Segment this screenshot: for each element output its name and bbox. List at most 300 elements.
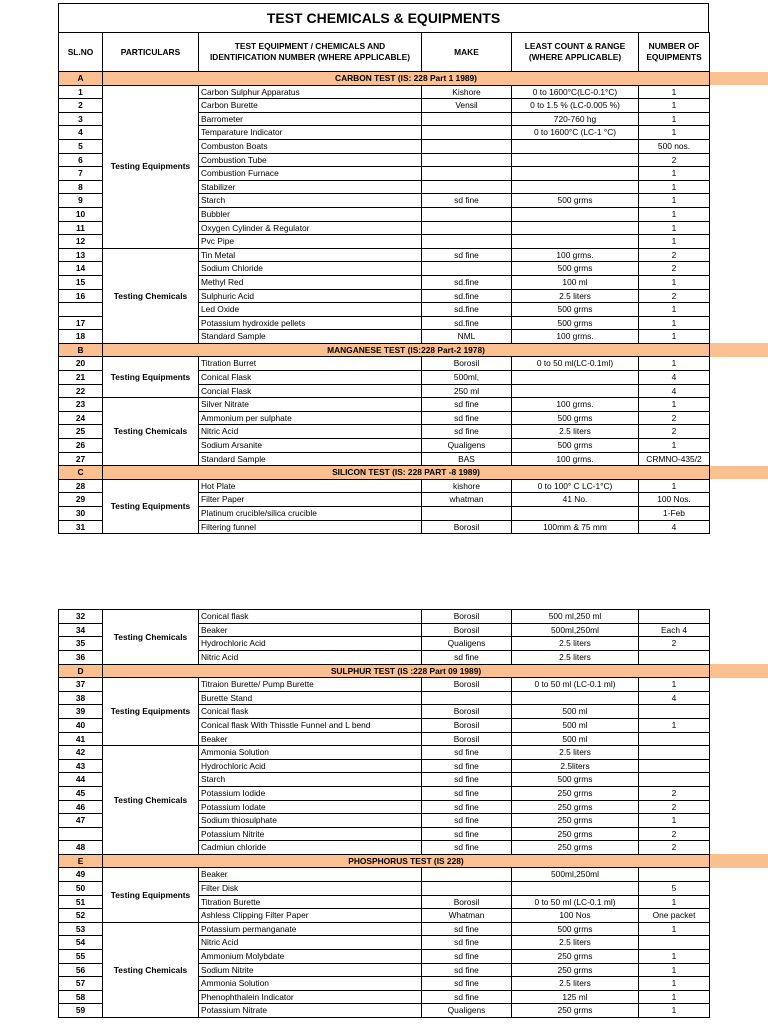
sl-no-cell: 43 bbox=[59, 759, 103, 773]
section-letter: C bbox=[59, 466, 103, 480]
section-tail bbox=[710, 343, 768, 357]
count-cell: 2 bbox=[639, 786, 710, 800]
section-letter: E bbox=[59, 854, 103, 868]
range-cell: 0 to 50 ml (LC-0.1 ml) bbox=[512, 895, 639, 909]
item-name-cell: Titraion Burette/ Pump Burette bbox=[199, 678, 422, 692]
particulars-cell: Testing Equipments bbox=[103, 357, 199, 398]
make-cell: sd fine bbox=[422, 977, 512, 991]
table-row bbox=[59, 357, 768, 371]
particulars-cell: Testing Chemicals bbox=[103, 610, 199, 664]
row-gap bbox=[710, 167, 768, 181]
section-letter: D bbox=[59, 664, 103, 678]
row-gap bbox=[710, 520, 768, 534]
range-cell bbox=[512, 167, 639, 181]
make-cell bbox=[422, 112, 512, 126]
range-cell: 250 grms bbox=[512, 1004, 639, 1018]
row-gap bbox=[710, 1004, 768, 1018]
section-title: CARBON TEST (IS: 228 Part 1 1989) bbox=[103, 72, 710, 86]
range-cell: 0 to 1600°C(LC-0.1°C) bbox=[512, 85, 639, 99]
row-gap bbox=[710, 827, 768, 841]
range-cell: 250 grms bbox=[512, 841, 639, 855]
row-gap bbox=[710, 262, 768, 276]
item-name-cell: Stabilizer bbox=[199, 180, 422, 194]
sl-no-cell: 32 bbox=[59, 610, 103, 624]
row-gap bbox=[710, 773, 768, 787]
make-cell: sd fine bbox=[422, 936, 512, 950]
item-name-cell: Conical flask bbox=[199, 610, 422, 624]
make-cell: sd fine bbox=[422, 746, 512, 760]
make-cell: sd fine bbox=[422, 814, 512, 828]
sl-no-cell: 59 bbox=[59, 1004, 103, 1018]
sl-no-cell: 28 bbox=[59, 479, 103, 493]
count-cell bbox=[639, 759, 710, 773]
make-cell bbox=[422, 882, 512, 896]
item-name-cell: Beaker bbox=[199, 732, 422, 746]
table-row bbox=[59, 678, 768, 692]
make-cell: Qualigens bbox=[422, 439, 512, 453]
item-name-cell: Silver Nitrate bbox=[199, 398, 422, 412]
sl-no-cell: 16 bbox=[59, 289, 103, 303]
sl-no-cell: 4 bbox=[59, 126, 103, 140]
make-cell: Vensil bbox=[422, 99, 512, 113]
count-cell: 2 bbox=[639, 289, 710, 303]
section-tail bbox=[710, 72, 768, 86]
range-cell: 100 grms. bbox=[512, 452, 639, 466]
count-cell: 1 bbox=[639, 922, 710, 936]
item-name-cell: Hydrochloric Acid bbox=[199, 759, 422, 773]
item-name-cell: Sodium Arsanite bbox=[199, 439, 422, 453]
sl-no-cell: 47 bbox=[59, 814, 103, 828]
make-cell: Borosil bbox=[422, 357, 512, 371]
sl-no-cell: 53 bbox=[59, 922, 103, 936]
row-gap bbox=[710, 425, 768, 439]
range-cell: 100 grms. bbox=[512, 248, 639, 262]
count-cell: 1 bbox=[639, 235, 710, 249]
chemicals-table-continued bbox=[58, 609, 768, 1018]
sl-no-cell: 51 bbox=[59, 895, 103, 909]
row-gap bbox=[710, 153, 768, 167]
item-name-cell: Standard Sample bbox=[199, 330, 422, 344]
row-gap bbox=[710, 207, 768, 221]
row-gap bbox=[710, 194, 768, 208]
header-count: NUMBER OF EQUIPMENTS bbox=[639, 33, 710, 72]
page-title: TEST CHEMICALS & EQUIPMENTS bbox=[58, 3, 709, 32]
make-cell: BAS bbox=[422, 452, 512, 466]
sl-no-cell: 10 bbox=[59, 207, 103, 221]
sl-no-cell: 12 bbox=[59, 235, 103, 249]
row-gap bbox=[710, 316, 768, 330]
item-name-cell: Titration Burret bbox=[199, 357, 422, 371]
count-cell: One packet bbox=[639, 909, 710, 923]
range-cell bbox=[512, 691, 639, 705]
make-cell: sd.fine bbox=[422, 289, 512, 303]
header-particulars: PARTICULARS bbox=[103, 33, 199, 72]
row-gap bbox=[710, 786, 768, 800]
range-cell: 100 grms. bbox=[512, 398, 639, 412]
make-cell bbox=[422, 235, 512, 249]
range-cell: 250 grms bbox=[512, 800, 639, 814]
item-name-cell: Combustion Furnace bbox=[199, 167, 422, 181]
range-cell: 720-760 hg bbox=[512, 112, 639, 126]
header-sl-no: SL.NO bbox=[59, 33, 103, 72]
item-name-cell: Sodium Chloride bbox=[199, 262, 422, 276]
row-gap bbox=[710, 507, 768, 521]
header-range: LEAST COUNT & RANGE (WHERE APPLICABLE) bbox=[512, 33, 639, 72]
sl-no-cell: 46 bbox=[59, 800, 103, 814]
table-header-row bbox=[59, 33, 768, 72]
count-cell: 1 bbox=[639, 678, 710, 692]
sl-no-cell: 5 bbox=[59, 139, 103, 153]
row-gap bbox=[710, 479, 768, 493]
row-gap bbox=[710, 922, 768, 936]
particulars-cell: Testing Chemicals bbox=[103, 746, 199, 855]
item-name-cell: Methyl Red bbox=[199, 275, 422, 289]
sl-no-cell: 42 bbox=[59, 746, 103, 760]
make-cell: sd fine bbox=[422, 786, 512, 800]
sl-no-cell: 7 bbox=[59, 167, 103, 181]
row-gap bbox=[710, 895, 768, 909]
item-name-cell: Bubbler bbox=[199, 207, 422, 221]
row-gap bbox=[710, 126, 768, 140]
count-cell: 1 bbox=[639, 180, 710, 194]
make-cell: sd.fine bbox=[422, 275, 512, 289]
table-row bbox=[59, 868, 768, 882]
count-cell: 2 bbox=[639, 248, 710, 262]
range-cell: 500ml,250ml bbox=[512, 623, 639, 637]
make-cell bbox=[422, 180, 512, 194]
make-cell bbox=[422, 691, 512, 705]
particulars-cell: Testing Equipments bbox=[103, 678, 199, 746]
section-title: MANGANESE TEST (IS:228 Part-2 1978) bbox=[103, 343, 710, 357]
row-gap bbox=[710, 439, 768, 453]
make-cell: Borosil bbox=[422, 520, 512, 534]
count-cell: 1 bbox=[639, 85, 710, 99]
row-gap bbox=[710, 493, 768, 507]
header-make: MAKE bbox=[422, 33, 512, 72]
sl-no-cell: 34 bbox=[59, 623, 103, 637]
count-cell: Each 4 bbox=[639, 623, 710, 637]
range-cell: 2.5liters bbox=[512, 759, 639, 773]
sl-no-cell: 3 bbox=[59, 112, 103, 126]
count-cell: 1 bbox=[639, 194, 710, 208]
item-name-cell: Sulphuric Acid bbox=[199, 289, 422, 303]
row-gap bbox=[710, 610, 768, 624]
sl-no-cell: 13 bbox=[59, 248, 103, 262]
make-cell: 250 ml bbox=[422, 384, 512, 398]
count-cell: 2 bbox=[639, 425, 710, 439]
make-cell bbox=[422, 153, 512, 167]
range-cell bbox=[512, 139, 639, 153]
item-name-cell: Hot Plate bbox=[199, 479, 422, 493]
sl-no-cell: 8 bbox=[59, 180, 103, 194]
count-cell: 1 bbox=[639, 895, 710, 909]
count-cell: 1-Feb bbox=[639, 507, 710, 521]
row-gap bbox=[710, 139, 768, 153]
make-cell: sd fine bbox=[422, 800, 512, 814]
item-name-cell: Starch bbox=[199, 773, 422, 787]
count-cell: CRMNO-435/2 bbox=[639, 452, 710, 466]
sl-no-cell: 31 bbox=[59, 520, 103, 534]
range-cell: 2.5 liters bbox=[512, 650, 639, 664]
range-cell: 500 grms bbox=[512, 316, 639, 330]
row-gap bbox=[710, 637, 768, 651]
sl-no-cell bbox=[59, 303, 103, 317]
item-name-cell: Sodium thiosulphate bbox=[199, 814, 422, 828]
item-name-cell: Burette Stand bbox=[199, 691, 422, 705]
sl-no-cell: 45 bbox=[59, 786, 103, 800]
count-cell: 100 Nos. bbox=[639, 493, 710, 507]
make-cell: Borosil bbox=[422, 732, 512, 746]
item-name-cell: Conical flask bbox=[199, 705, 422, 719]
item-name-cell: Cadmiun chloride bbox=[199, 841, 422, 855]
range-cell: 41 No. bbox=[512, 493, 639, 507]
sl-no-cell: 37 bbox=[59, 678, 103, 692]
make-cell: sd fine bbox=[422, 248, 512, 262]
sl-no-cell: 49 bbox=[59, 868, 103, 882]
make-cell: Qualigens bbox=[422, 637, 512, 651]
item-name-cell: Filter Paper bbox=[199, 493, 422, 507]
chemicals-table bbox=[58, 32, 768, 534]
row-gap bbox=[710, 289, 768, 303]
range-cell: 500 ml bbox=[512, 732, 639, 746]
item-name-cell: Carbon Sulphur Apparatus bbox=[199, 85, 422, 99]
range-cell bbox=[512, 507, 639, 521]
row-gap bbox=[710, 623, 768, 637]
range-cell: 500 grms bbox=[512, 439, 639, 453]
sl-no-cell: 54 bbox=[59, 936, 103, 950]
row-gap bbox=[710, 882, 768, 896]
particulars-cell: Testing Chemicals bbox=[103, 398, 199, 466]
row-gap bbox=[710, 303, 768, 317]
count-cell: 1 bbox=[639, 167, 710, 181]
range-cell: 500 grms bbox=[512, 194, 639, 208]
row-gap bbox=[710, 705, 768, 719]
item-name-cell: Sodium Nitrite bbox=[199, 963, 422, 977]
row-gap bbox=[710, 800, 768, 814]
item-name-cell: Potassium Iodate bbox=[199, 800, 422, 814]
item-name-cell: Pvc Pipe bbox=[199, 235, 422, 249]
sl-no-cell: 24 bbox=[59, 411, 103, 425]
particulars-cell: Testing Equipments bbox=[103, 85, 199, 248]
table-row bbox=[59, 248, 768, 262]
range-cell: 2.5 liters bbox=[512, 746, 639, 760]
count-cell bbox=[639, 610, 710, 624]
table-row bbox=[59, 398, 768, 412]
make-cell: sd.fine bbox=[422, 303, 512, 317]
range-cell: 2.5 liters bbox=[512, 936, 639, 950]
sl-no-cell: 18 bbox=[59, 330, 103, 344]
row-gap bbox=[710, 936, 768, 950]
make-cell bbox=[422, 221, 512, 235]
row-gap bbox=[710, 868, 768, 882]
count-cell: 1 bbox=[639, 439, 710, 453]
range-cell: 500 ml,250 ml bbox=[512, 610, 639, 624]
item-name-cell: Combustion Tube bbox=[199, 153, 422, 167]
item-name-cell: Nitric Acid bbox=[199, 425, 422, 439]
range-cell: 500 grms bbox=[512, 411, 639, 425]
count-cell: 2 bbox=[639, 841, 710, 855]
row-gap bbox=[710, 650, 768, 664]
count-cell: 1 bbox=[639, 99, 710, 113]
range-cell: 100mm & 75 mm bbox=[512, 520, 639, 534]
particulars-cell: Testing Chemicals bbox=[103, 922, 199, 1017]
make-cell: Borosil bbox=[422, 678, 512, 692]
item-name-cell: Oxygen Cylinder & Regulator bbox=[199, 221, 422, 235]
section-row bbox=[59, 854, 768, 868]
item-name-cell: Titration Burette bbox=[199, 895, 422, 909]
row-gap bbox=[710, 990, 768, 1004]
count-cell: 1 bbox=[639, 330, 710, 344]
count-cell: 1 bbox=[639, 814, 710, 828]
range-cell: 0 to 50 ml (LC-0.1 ml) bbox=[512, 678, 639, 692]
sl-no-cell: 6 bbox=[59, 153, 103, 167]
count-cell: 2 bbox=[639, 637, 710, 651]
row-gap bbox=[710, 330, 768, 344]
row-gap bbox=[710, 950, 768, 964]
item-name-cell: Conical Flask bbox=[199, 371, 422, 385]
make-cell: Whatman bbox=[422, 909, 512, 923]
section-letter: B bbox=[59, 343, 103, 357]
count-cell bbox=[639, 773, 710, 787]
make-cell: sd fine bbox=[422, 398, 512, 412]
sl-no-cell: 22 bbox=[59, 384, 103, 398]
count-cell: 1 bbox=[639, 398, 710, 412]
item-name-cell: Potassium hydroxide pellets bbox=[199, 316, 422, 330]
count-cell: 2 bbox=[639, 153, 710, 167]
make-cell bbox=[422, 126, 512, 140]
count-cell: 1 bbox=[639, 357, 710, 371]
count-cell: 2 bbox=[639, 262, 710, 276]
row-gap bbox=[710, 275, 768, 289]
make-cell: Borosil bbox=[422, 623, 512, 637]
table-row bbox=[59, 610, 768, 624]
item-name-cell: Combuston Boats bbox=[199, 139, 422, 153]
row-gap bbox=[710, 977, 768, 991]
table-row bbox=[59, 479, 768, 493]
count-cell: 1 bbox=[639, 126, 710, 140]
section-row bbox=[59, 664, 768, 678]
row-gap bbox=[710, 99, 768, 113]
sl-no-cell: 14 bbox=[59, 262, 103, 276]
range-cell: 500 ml bbox=[512, 705, 639, 719]
item-name-cell: Temparature Indicator bbox=[199, 126, 422, 140]
range-cell: 250 grms bbox=[512, 950, 639, 964]
range-cell: 0 to 100° C LC-1°C) bbox=[512, 479, 639, 493]
row-gap bbox=[710, 841, 768, 855]
sl-no-cell: 11 bbox=[59, 221, 103, 235]
make-cell: sd fine bbox=[422, 922, 512, 936]
range-cell: 125 ml bbox=[512, 990, 639, 1004]
item-name-cell: Phenophthalein Indicator bbox=[199, 990, 422, 1004]
section-row bbox=[59, 343, 768, 357]
range-cell bbox=[512, 235, 639, 249]
sl-no-cell: 15 bbox=[59, 275, 103, 289]
item-name-cell: Nitric Acid bbox=[199, 936, 422, 950]
range-cell: 500 ml bbox=[512, 718, 639, 732]
range-cell: 250 grms bbox=[512, 963, 639, 977]
make-cell: sd fine bbox=[422, 194, 512, 208]
make-cell: Borosil bbox=[422, 895, 512, 909]
header-gap bbox=[710, 33, 768, 72]
sl-no-cell: 29 bbox=[59, 493, 103, 507]
sl-no-cell: 9 bbox=[59, 194, 103, 208]
section-letter: A bbox=[59, 72, 103, 86]
item-name-cell: Barrometer bbox=[199, 112, 422, 126]
row-gap bbox=[710, 746, 768, 760]
count-cell: 1 bbox=[639, 303, 710, 317]
count-cell bbox=[639, 650, 710, 664]
count-cell: 1 bbox=[639, 207, 710, 221]
make-cell bbox=[422, 507, 512, 521]
section-row bbox=[59, 72, 768, 86]
range-cell: 500 grms bbox=[512, 303, 639, 317]
section-row bbox=[59, 466, 768, 480]
row-gap bbox=[710, 384, 768, 398]
sl-no-cell: 20 bbox=[59, 357, 103, 371]
count-cell bbox=[639, 746, 710, 760]
count-cell: 1 bbox=[639, 950, 710, 964]
row-gap bbox=[710, 411, 768, 425]
item-name-cell: Concial Flask bbox=[199, 384, 422, 398]
row-gap bbox=[710, 452, 768, 466]
row-gap bbox=[710, 398, 768, 412]
header-item: TEST EQUIPMENT / CHEMICALS AND IDENTIFICATION NUMBER (WHERE APPLICABLE) bbox=[199, 33, 422, 72]
sl-no-cell: 25 bbox=[59, 425, 103, 439]
range-cell: 100 Nos bbox=[512, 909, 639, 923]
range-cell: 2.5 liters bbox=[512, 425, 639, 439]
count-cell: 4 bbox=[639, 384, 710, 398]
count-cell bbox=[639, 936, 710, 950]
range-cell: 500 grms bbox=[512, 922, 639, 936]
range-cell: 250 grms bbox=[512, 814, 639, 828]
item-name-cell: Filter Disk bbox=[199, 882, 422, 896]
item-name-cell: Ashless Clipping Filter Paper bbox=[199, 909, 422, 923]
row-gap bbox=[710, 248, 768, 262]
item-name-cell: Ammonium Molybdate bbox=[199, 950, 422, 964]
row-gap bbox=[710, 963, 768, 977]
range-cell: 100 ml bbox=[512, 275, 639, 289]
make-cell: Borosil bbox=[422, 705, 512, 719]
make-cell: sd fine bbox=[422, 773, 512, 787]
sl-no-cell: 50 bbox=[59, 882, 103, 896]
range-cell: 0 to 1.5 % (LC-0.005 %) bbox=[512, 99, 639, 113]
make-cell: kishore bbox=[422, 479, 512, 493]
item-name-cell: Potassium Nitrite bbox=[199, 827, 422, 841]
make-cell: sd fine bbox=[422, 841, 512, 855]
range-cell: 2.5 liters bbox=[512, 977, 639, 991]
section-title: PHOSPHORUS TEST (IS 228) bbox=[103, 854, 710, 868]
make-cell: Borosil bbox=[422, 718, 512, 732]
range-cell: 250 grms bbox=[512, 786, 639, 800]
make-cell bbox=[422, 262, 512, 276]
sl-no-cell: 35 bbox=[59, 637, 103, 651]
sl-no-cell: 21 bbox=[59, 371, 103, 385]
make-cell bbox=[422, 207, 512, 221]
item-name-cell: Ammonium per sulphate bbox=[199, 411, 422, 425]
item-name-cell: Potassium permanganate bbox=[199, 922, 422, 936]
row-gap bbox=[710, 759, 768, 773]
sl-no-cell: 48 bbox=[59, 841, 103, 855]
row-gap bbox=[710, 235, 768, 249]
range-cell: 0 to 50 ml(LC-0.1ml) bbox=[512, 357, 639, 371]
table-row bbox=[59, 85, 768, 99]
make-cell bbox=[422, 868, 512, 882]
item-name-cell: Tin Metal bbox=[199, 248, 422, 262]
item-name-cell: Filtering funnel bbox=[199, 520, 422, 534]
sl-no-cell: 57 bbox=[59, 977, 103, 991]
particulars-cell: Testing Equipments bbox=[103, 479, 199, 533]
row-gap bbox=[710, 678, 768, 692]
